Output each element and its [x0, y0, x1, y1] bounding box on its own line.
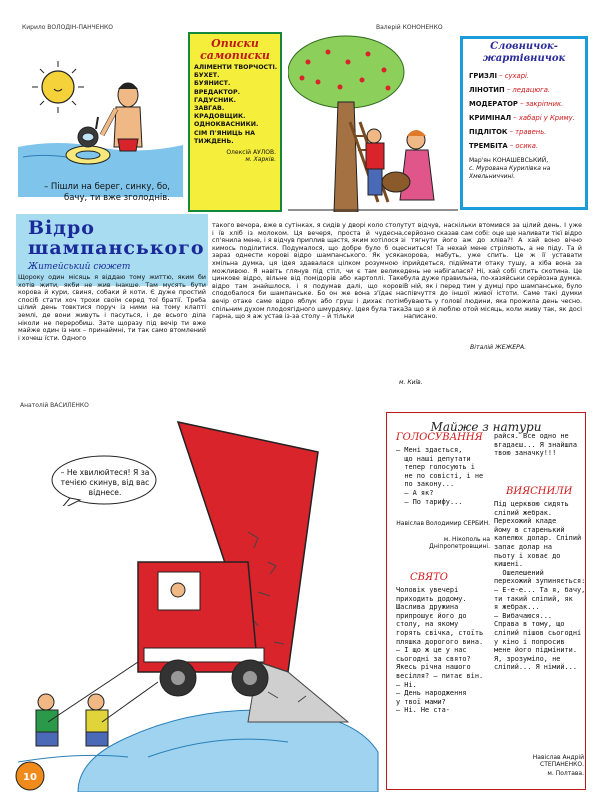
credit-cartoon3: Анатолій ВАСИЛЕНКО	[20, 402, 89, 409]
maize-author-1: Навіслав Володимир СЕРБИН.	[396, 520, 490, 527]
story-column-2: такого вечора, вже в сутінках, я сидів у дворі коло столу і їв хліб із молоком. Ця вечеря, проста й чудесна, сп'янила мене, і я відчув приплив щастя, яким хотілося з кимось поділитися. Подумалося, що добре було б оце зараз однести корові відро шампанського. Як усяка хмільна думка, ця ідея здавалася цілком розумною і можливою. Я навіть глянув під стіл, чи є там велике цинкове відро, вільне від помідорів або картоплі. Таке відро там знайшлося, і я подумав далі, що корові сподобалося би шампанське. Бо он же вона з'їдає на вечір отаке саме відро яблук або груш і дихає потім спільним духом плодоягідного шмурдяку. Ідея була така гарна, що я аж устав із-за столу – й тільки	[212, 222, 404, 321]
spiski-author: Олексій АУЛОВ.	[226, 149, 276, 157]
slovnychok-box	[460, 36, 588, 210]
cartoon1-caption: – Пішли на берег, синку, бо, бачу, ти вже зголоднів.	[43, 182, 170, 203]
story-author: Віталій ЖЕЖЕРА.	[470, 344, 527, 351]
speech-bubble-text: – Не хвилюйтеся! Я за течією скинув, від вас віднесе.	[60, 468, 150, 497]
maize-city-1: м. Нікополь на Дніпропетровщині.	[429, 536, 490, 551]
list-item: ЛІНОТИП – ледацюга.	[469, 86, 551, 94]
list-item: КРИМІНАЛ – хабарі у Криму.	[469, 114, 575, 122]
maize-author-3: Навіслав Андрій СТЕПАНЕНКО.	[532, 754, 584, 769]
list-item: АЛІМЕНТИ ТВОРЧОСТІ.	[194, 64, 278, 71]
list-item: ТРЕМБІТА – осика.	[469, 142, 539, 150]
list-item: КРАДОВЩИК.	[194, 113, 246, 121]
slovnychok-city: с. Мурована Курилівка на Хмельниччині.	[469, 165, 551, 180]
spiski-box	[188, 32, 282, 212]
slovnychok-title: Словничок-жартівничок	[482, 41, 566, 64]
list-item: ГРИЗЛІ – сухарі.	[469, 72, 530, 80]
slovnychok-author: Мар'ян КОНАШЕВСЬКИЙ,	[469, 157, 549, 164]
maize-text-3: Під церквою сидять сліпий жебрак. Перехожий кладе йому в старенький капелюх долар. Сліпий запає долар на пьоту і ховає до кишені. Ошелешений перехожий зупиняється: – Е-е-е... Та я, бачу, ти такий сліпий, як я жебрак... – Вибачаюся... Справа в тому, що сліпий пішов сьогодні у кіно і попросив мене його підмінити. Я, зрозуміло, не сліпий... Я німий...	[494, 500, 586, 672]
list-item: ЗАВГАВ.	[194, 105, 225, 113]
credit-cartoon1: Кирило ВОЛОДІН-ПАНЧЕНКО	[22, 24, 114, 31]
list-item: ГАДУСНИК.	[194, 96, 237, 104]
list-item: ОДНОКВАСНИКИ.	[194, 121, 259, 129]
page-number-logo	[14, 760, 48, 792]
list-item: СІМ П'ЯНИЦЬ НА ТИЖДЕНЬ.	[194, 129, 255, 145]
tree-cartoon	[288, 32, 458, 212]
sun-icon	[42, 71, 74, 103]
maize-title: Майже з натури	[430, 420, 542, 434]
story-subtitle: Житейський сюжет	[28, 262, 131, 272]
svg-text:10: 10	[23, 772, 37, 783]
list-item: БУХЕТ.	[194, 72, 220, 80]
maize-text-2: Чоловік увечері приходить додому. Шаслива дружина припрошує його до столу, на якому горять свічка, стоїть пляшка дорогого вина. – І що ж це у нас сьогодні за свято? Якесь річна нашого весілля? – питає він. – Ні. – День народження у твої мами? – Ні. Не ста-	[396, 586, 484, 715]
maize-text-1: – Мені здається, що наші депутати тепер голосують і не по совісті, і не по закону... – А як? – По тарифу...	[396, 446, 484, 506]
maize-heading-2: СВЯТО	[410, 572, 448, 583]
list-item: ПІДЛІТОК – травень.	[469, 128, 547, 136]
spiski-city: м. Харків.	[245, 156, 276, 164]
story-city: м. Київ.	[399, 379, 423, 386]
list-item: МОДЕРАТОР – закріпник.	[469, 100, 564, 108]
maize-city-3: м. Полтава.	[547, 770, 584, 777]
spiski-title: Описки самописки	[200, 37, 270, 62]
credit-cartoon2: Валерій КОНОНЕНКО	[376, 24, 443, 31]
list-item: ВРЕДАКТОР.	[194, 88, 240, 96]
story-column-1: Щороку один місяць я віддаю тому життю, яким би хотів жити, якби не жив інакше. Там мусять бути корова й кури, свиня, собаки й коти. Є дуже простий спосіб стати хоч трохи своїм серед тої братії. Треба цілий день товктися поруч із ними на тому клапті землі, де вони живуть і пасуться, і де всього діла ніколи не переробиш. Зате щоразу під вечір ти вже майже один із них – принаймні, ти так само втомлений і хочеш їсти. Одного	[18, 274, 206, 342]
list-item: БУЯНИСТ.	[194, 80, 231, 88]
maize-heading-3: ВИЯСНИЛИ	[506, 486, 573, 497]
maize-heading-1: ГОЛОСУВАННЯ	[396, 432, 483, 443]
maize-text-2-cont: райся. Все одно не вгадаєш... Я знайшла твою заначку!!!	[494, 432, 582, 458]
story-title: Відро шампанського	[28, 217, 205, 259]
story-column-3: тут відчув, наскільки втомився за цілий день. І уже серйозно сказав сам собі: оце ще наливати тієї відро і тягнути його аж до хліва?! А хай воно вічно сниться! Та нехай мене стріляють, а не піду. Та й корова, мабуть, уже спить. Це ж її уставати прийдеться, підіймати отаку тушу, а хіба вона за день не набігалася? Ні, хай собі спить скотина. Це була дуже правильна, по-хазяйськи серйозна думка. В ній, як і перед тим у думці про шампанське, було співчуття до іншої живої істоти. Саме такі думки бувають у головї людини, яка прожила день чесно. За що я й люблю отой місяць, коли живу так, як досі написано.	[404, 222, 582, 321]
